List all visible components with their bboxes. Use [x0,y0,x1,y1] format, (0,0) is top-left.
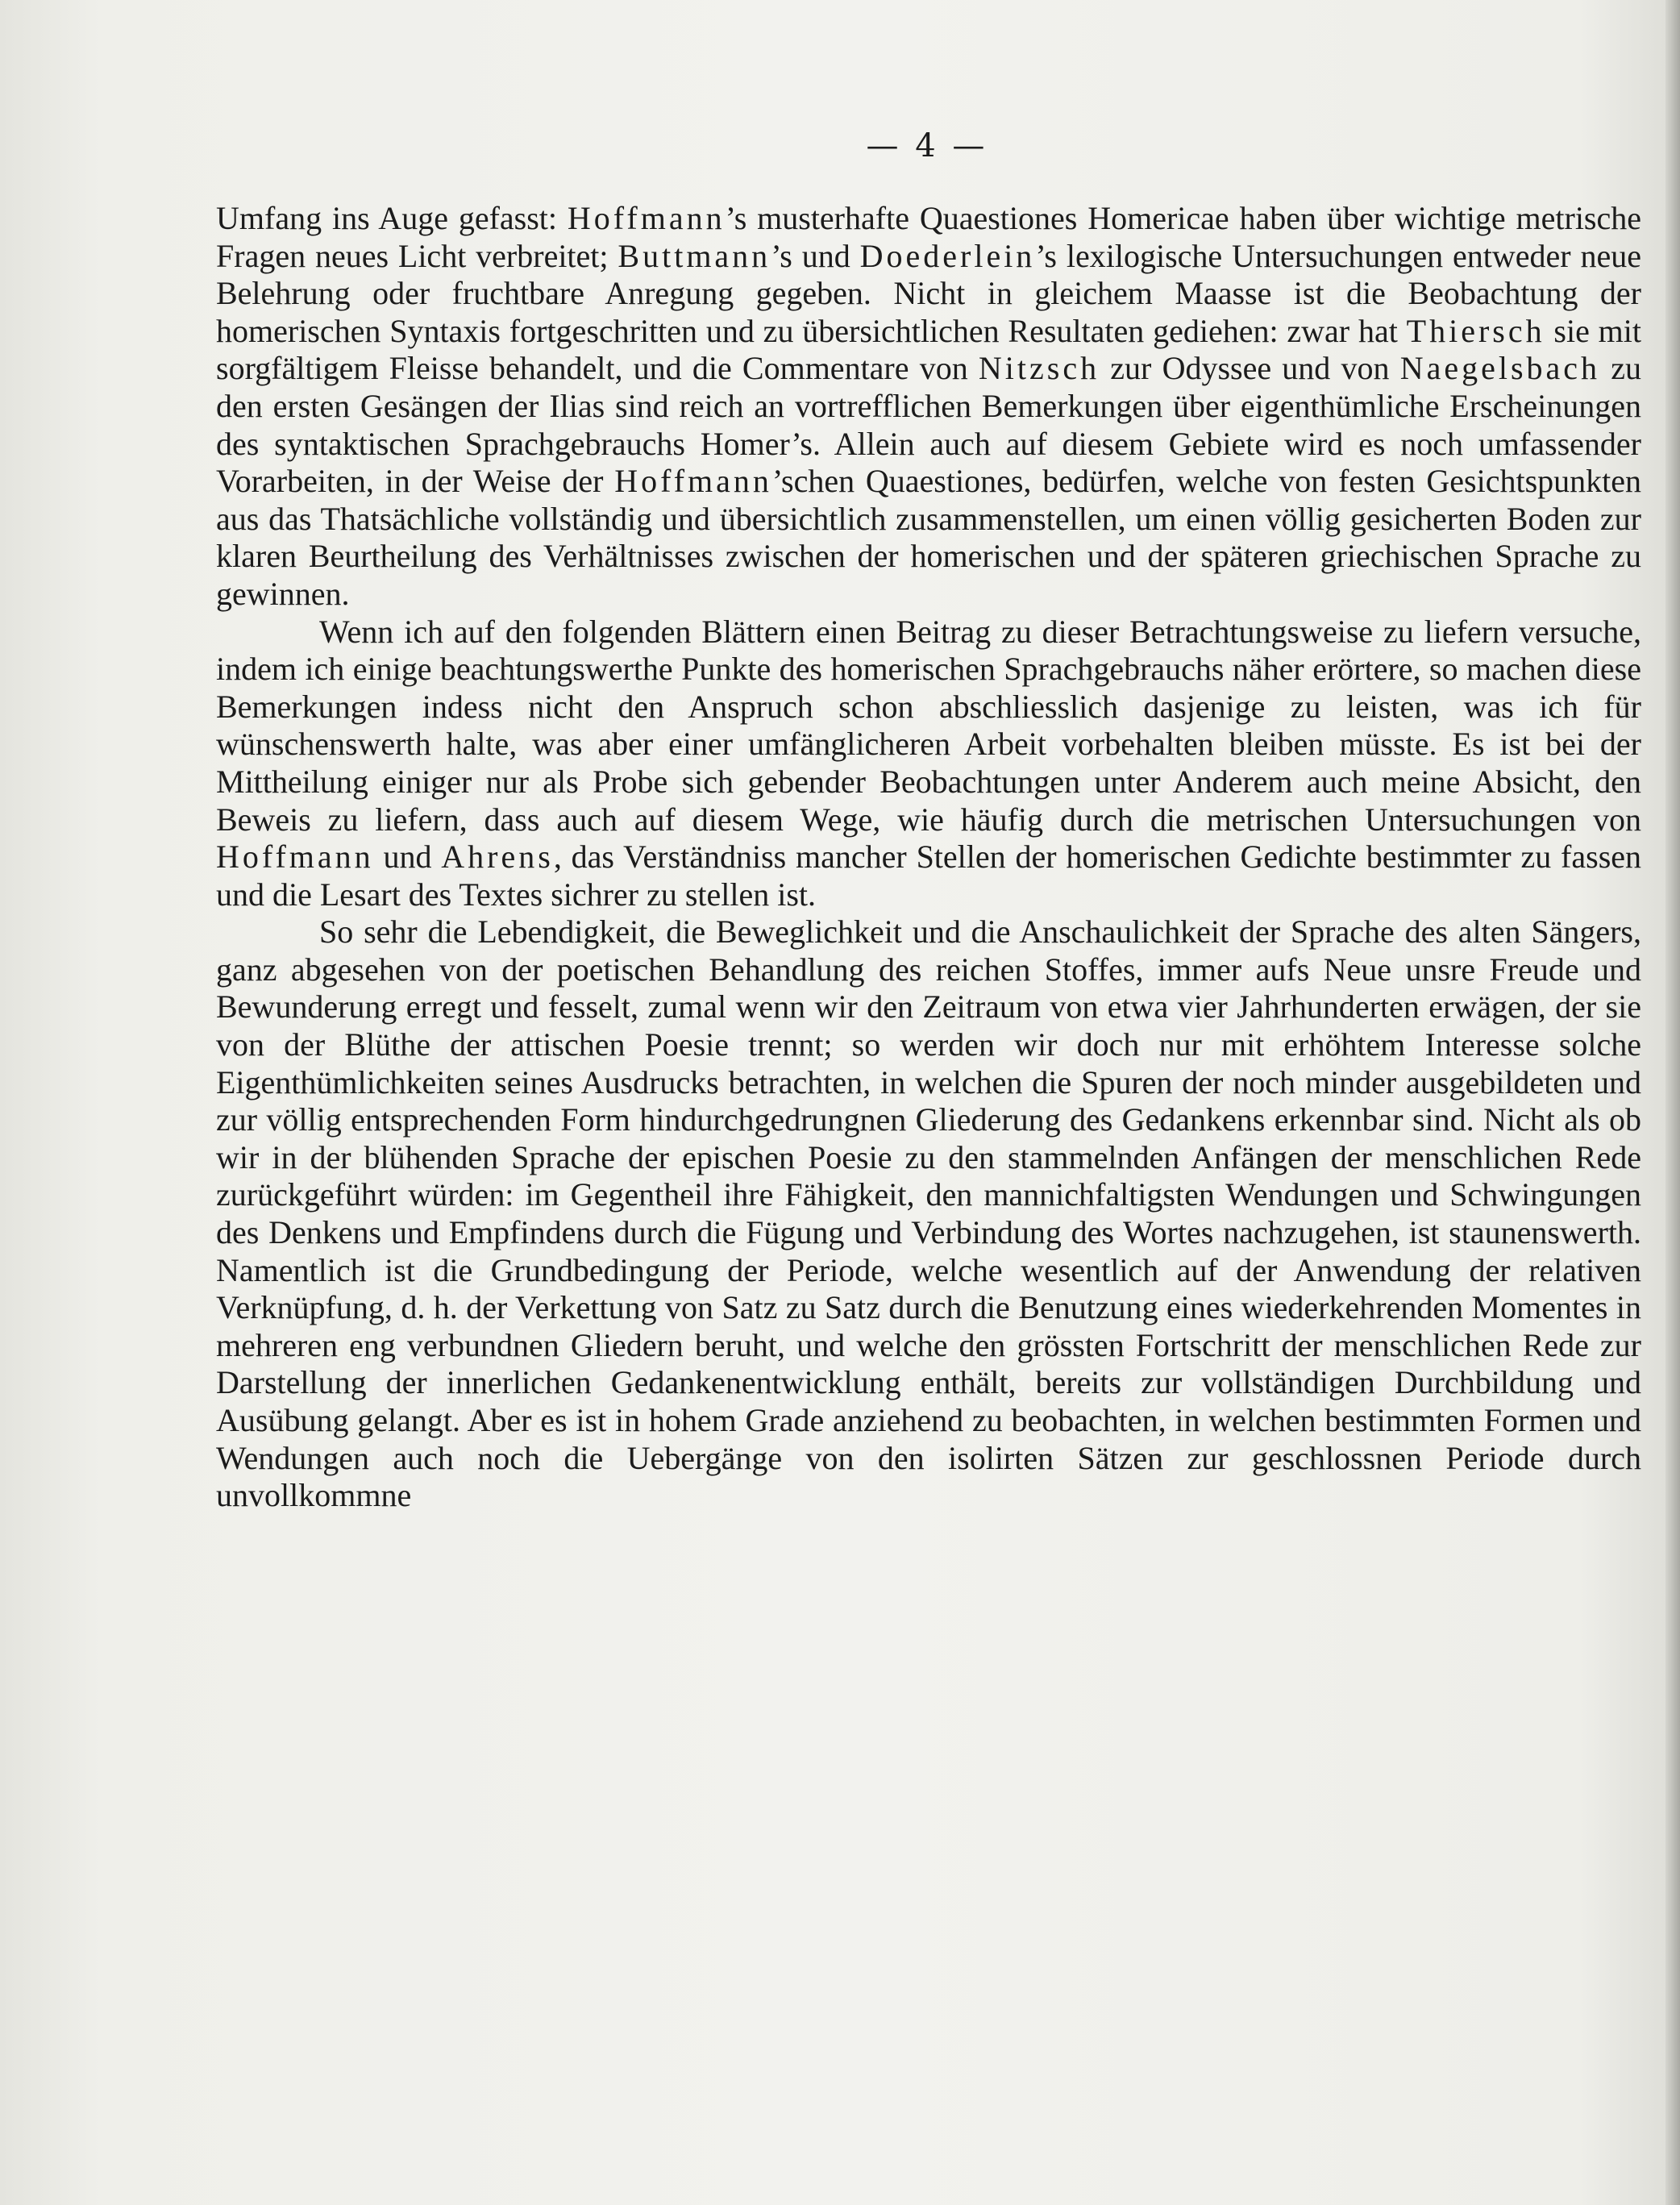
page-number: — 4 — [866,127,988,164]
text-run: zur Odyssee und von [1100,350,1400,387]
body-text [216,200,1641,1515]
text-run: Umfang ins Auge gefasst: [216,200,568,236]
text-run: So sehr die Lebendigkeit, die Beweglichkeit und die Anschaulichkeit der Sprache des alten Sängers, ganz abgesehen von der poetischen Behandlung des reichen Stoffes, immer aufs Neue unsre Freude und Bewunderung erregt und fesselt, zumal wenn wir den Zeitraum von etwa vier Jahrhunderten erwägen, der sie von der Blüthe der attischen Poesie trennt; so werden wir doch nur mit erhöhtem Interesse solche Eigenthümlichkeiten seines Ausdrucks betrachten, in welchen die Spuren der noch minder ausgebildeten und zur völlig entsprechenden Form hindurchgedrungnen Gliederung des Gedankens erkennbar sind. Nicht als ob wir in der blühenden Sprache der epischen Poesie zu den stammelnden Anfängen der menschlichen Rede zurückgeführt würden: im Gegentheil ihre Fähigkeit, den mannichfaltigsten Wendungen und Schwingungen des Denkens und Empfindens durch die Fügung und Verbindung des Wortes nachzugehen, ist staunenswerth. Namentlich ist die Grundbedingung der Periode, welche wesentlich auf der Anwendung der relativen Verknüpfung, d. h. der Verkettung von Satz zu Satz durch die Benutzung eines wiederkehrenden Momentes in mehreren eng verbundnen Gliedern beruht, und welche den grössten Fortschritt der menschlichen Rede zur Darstellung der innerlichen Gedankenentwicklung enthält, bereits zur vollständigen Durchbildung und Ausübung gelangt. Aber es ist in hohem Grade anziehend zu beobachten, in welchen bestimmten Formen und Wendungen auch noch die Uebergänge von den isolirten Sätzen zur geschlossnen Periode durch unvollkommne [216,913,1641,1514]
text-run: Wenn ich auf den folgenden Blättern einen Beitrag zu dieser Betrachtungsweise zu liefern versuche, indem ich einige beachtungswerthe Punkte des homerischen Sprachgebrauchs näher erörtere, so machen diese Bemerkungen indess nicht den Anspruch schon abschliesslich dasjenige zu leisten, was ich für wünschenswerth halte, was aber einer umfänglicheren Arbeit vorbehalten bleiben müsste. Es ist bei der Mittheilung einiger nur als Probe sich gebender Beobachtungen unter Anderem auch meine Absicht, den Beweis zu liefern, dass auch auf diesem Wege, wie häufig durch die metrischen Untersuchungen von [216,613,1641,838]
text-run: ’s musterhafte Quaestiones Homericae haben über wichtige metrische Fragen neues Licht verbreitet; [216,200,1642,274]
spaced-name: Naegelsbach [1399,350,1601,387]
spaced-name: Thiersch [1406,312,1545,349]
text-run: ’s lexilogische Untersuchungen entweder neue Belehrung oder fruchtbare Anregung gegeben. Nicht in gleichem Maasse ist die Beobachtung der homerischen Syntaxis fortgeschritten und zu übersichtlichen Resultaten gediehen: zwar hat [216,237,1641,349]
spaced-name: Hoffmann [567,200,726,236]
paragraph [216,614,1641,914]
text-run: und [373,838,442,876]
text-run: sie mit sorgfältigem Fleisse behandelt, und die Commentare von [216,312,1642,387]
text-run: ’schen Quaestiones, bedürfen, welche von festen Gesichtspunkten aus das Thatsächliche vollständig und übersichtlich zusammenstellen, um einen völlig gesicherten Boden zur klaren Beurtheilung des Verhältnisses zwischen der homerischen und der späteren griechischen Sprache zu gewinnen. [216,463,1642,612]
spaced-name: Nitzsch [978,350,1100,387]
text-run: zu den ersten Gesängen der Ilias sind reich an vortrefflichen Bemerkungen über eigenthümliche Erscheinungen des syntaktischen Sprachgebrauchs Homer’s. Allein auch auf diesem Gebiete wird es noch umfassender Vorarbeiten, in der Weise der [216,350,1641,500]
text-run: ’s und [771,237,860,274]
spaced-name: Doederlein [859,237,1036,274]
paragraph [216,200,1641,614]
spaced-name: Ahrens [441,838,554,876]
spaced-name: Hoffmann [216,838,374,876]
spaced-name: Hoffmann [614,463,772,500]
text-run: , das Verständniss mancher Stellen der homerischen Gedichte bestimmter zu fassen und die Lesart des Textes sichrer zu stellen ist. [216,838,1642,913]
spaced-name: Buttmann [618,237,771,274]
page-edge-shadow [1665,0,1680,2205]
paragraph [216,913,1641,1515]
